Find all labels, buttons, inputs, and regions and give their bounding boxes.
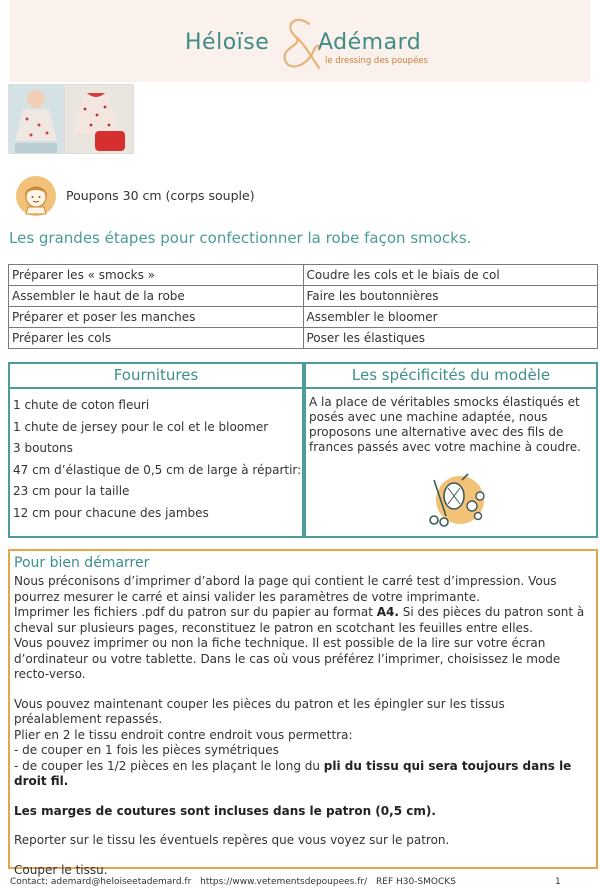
footer-ref: REF H30-SMOCKS — [376, 877, 456, 887]
paragraph — [14, 759, 590, 790]
paragraph: Vous pouvez imprimer ou non la fiche technique. Il est possible de la lire sur votre écran d’ordinateur ou votre tablette. Dans le cas où vous préférez l’imprimer, choisissez le mode recto-verso. — [14, 636, 561, 681]
header-banner — [10, 0, 590, 82]
paragraph: Vous pouvez maintenant couper les pièces du patron et les épingler sur les tissus préalablement repassés. — [14, 696, 505, 726]
text-run: Si des pièces du patron sont à cheval sur plusieurs pages, reconstituez le patron en scotchant les feuilles entre elles. — [14, 605, 585, 635]
getting-started-box — [8, 549, 598, 877]
page-footer — [10, 877, 570, 887]
step-cell: Préparer et poser les manches — [9, 307, 304, 328]
brand-name-right: Adémard — [318, 30, 422, 55]
paragraph — [14, 605, 590, 636]
table-row — [9, 286, 598, 307]
list-item: 1 chute de coton fleuri — [13, 398, 150, 412]
format-emphasis: A4. — [376, 605, 399, 619]
list-item: 12 cm pour chacune des jambes — [13, 505, 209, 520]
sewing-tools-icon — [424, 470, 488, 528]
seam-allowance-note: Les marges de coutures sont incluses dans le patron (0,5 cm). — [14, 803, 436, 818]
supplies-title: Fournitures — [10, 364, 302, 389]
paragraph: Plier en 2 le tissu endroit contre endroit vous permettra: — [14, 727, 353, 742]
doll-photo-image — [9, 85, 63, 153]
text-run: - de couper les 1/2 pièces en les plaçant le long du — [14, 758, 324, 773]
grain-emphasis: pli du tissu qui sera toujours dans le droit fil. — [14, 758, 572, 788]
steps-section-title: Les grandes étapes pour confectionner la robe façon smocks. — [9, 229, 472, 247]
model-specifics-title: Les spécificités du modèle — [306, 364, 596, 389]
getting-started-title: Pour bien démarrer — [14, 555, 150, 571]
steps-table — [8, 264, 598, 349]
product-photo-doll[interactable] — [8, 84, 64, 154]
model-specifics-box — [304, 362, 598, 538]
table-row — [9, 307, 598, 328]
brand-tagline: le dressing des poupées — [325, 56, 428, 66]
step-cell: Coudre les cols et le biais de col — [303, 265, 598, 286]
step-cell: Assembler le bloomer — [303, 307, 598, 328]
text-run: Imprimer les fichiers .pdf du patron sur du papier au format — [14, 605, 377, 619]
outfit-photo-image — [65, 85, 133, 153]
footer-url[interactable]: https://www.vetementsdepoupees.fr/ — [200, 877, 368, 887]
list-item: 1 chute de jersey pour le col et le bloomer — [13, 419, 269, 434]
footer-contact[interactable]: Contact: ademard@heloiseetademard.fr — [10, 877, 192, 887]
paragraph: - de couper en 1 fois les pièces symétriques — [14, 743, 279, 757]
list-item: 23 cm pour la taille — [13, 484, 130, 499]
step-cell: Préparer les « smocks » — [9, 265, 304, 286]
doll-head-icon — [14, 174, 58, 218]
product-photo-outfit[interactable] — [64, 84, 134, 154]
paragraph: Nous préconisons d’imprimer d’abord la page qui contient le carré test d’impression. Vous pourrez mesurer le carré et ainsi valider les paramètres de votre imprimante. — [14, 574, 557, 604]
list-item: 3 boutons — [13, 441, 73, 456]
step-cell: Préparer les cols — [9, 328, 304, 349]
step-cell: Poser les élastiques — [303, 328, 598, 349]
list-item: 47 cm d’élastique de 0,5 cm de large à répartir: — [13, 462, 302, 477]
table-row — [9, 265, 598, 286]
doll-size-label: Poupons 30 cm (corps souple) — [66, 188, 255, 203]
table-row — [9, 328, 598, 349]
paragraph: Reporter sur le tissu les éventuels repères que vous voyez sur le patron. — [14, 833, 450, 847]
paragraph: Couper le tissu. — [14, 862, 108, 877]
brand-name-left: Héloïse — [185, 30, 270, 55]
step-cell: Faire les boutonnières — [303, 286, 598, 307]
paragraph — [14, 804, 590, 820]
ampersand-logo-icon — [275, 16, 323, 72]
supplies-box — [8, 362, 304, 538]
page-number: 1 — [555, 877, 561, 887]
brand-logo[interactable] — [185, 14, 445, 74]
model-specifics-text: A la place de véritables smocks élastiqués et posés avec une machine adaptée, nous proposons une alternative avec des fils de frances passés avec votre machine à coudre. — [309, 395, 581, 454]
getting-started-body — [14, 574, 590, 878]
step-cell: Assembler le haut de la robe — [9, 286, 304, 307]
supplies-list — [10, 389, 302, 525]
